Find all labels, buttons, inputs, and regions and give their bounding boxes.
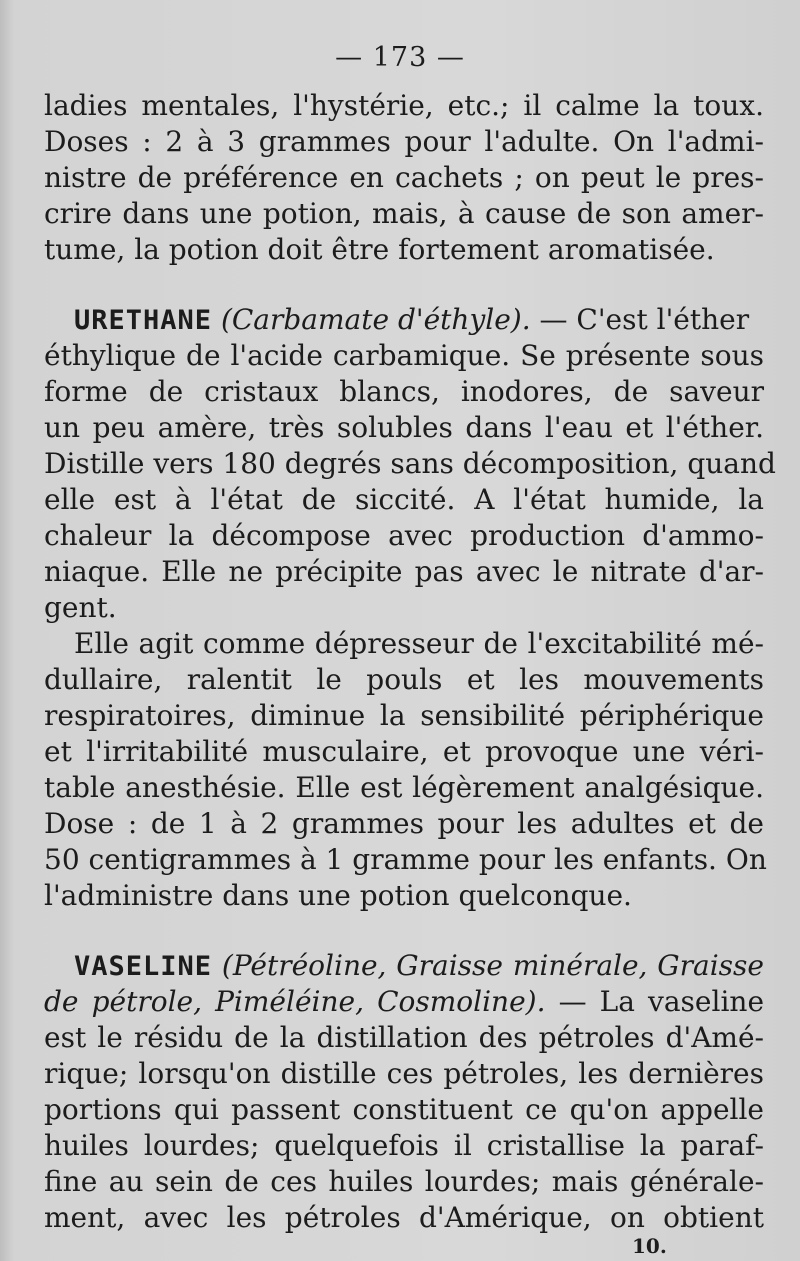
text-line: Elle agit comme dépresseur de l'excitabilité mé-: [74, 627, 764, 660]
entry-lead-text: — La vaseline: [545, 985, 765, 1018]
text-line: ladies mentales, l'hystérie, etc.; il calme la toux.: [44, 89, 764, 122]
text-line: huiles lourdes; quelquefois il cristallise la paraf-: [44, 1129, 764, 1162]
text-line: ment, avec les pétroles d'Amérique, on obtient: [44, 1201, 764, 1234]
entry-lead-text: — C'est l'éther: [530, 303, 750, 336]
text-line: fine au sein de ces huiles lourdes; mais générale-: [44, 1165, 764, 1198]
entry-heading-vaseline: [44, 948, 764, 984]
text-line: Doses : 2 à 3 grammes pour l'adulte. On l'admi-: [44, 125, 764, 158]
text-line: rique; lorsqu'on distille ces pétroles, les dernières: [44, 1057, 764, 1090]
text-line: nistre de préférence en cachets ; on peut le pres-: [44, 161, 764, 194]
entry-synonym: (Pétréoline, Graisse minérale, Graisse: [221, 949, 764, 982]
entry-term: VASELINE: [74, 951, 213, 982]
text-line: dullaire, ralentit le pouls et les mouvements: [44, 663, 764, 696]
text-line: et l'irritabilité musculaire, et provoque une véri-: [44, 735, 764, 768]
text-line: crire dans une potion, mais, à cause de son amer-: [44, 197, 764, 230]
text-line: forme de cristaux blancs, inodores, de saveur: [44, 375, 764, 408]
text-line: [44, 984, 764, 1020]
signature-mark: 10.: [632, 1234, 667, 1258]
text-line: l'administre dans une potion quelconque.: [44, 879, 632, 912]
text-line: chaleur la décompose avec production d'ammo-: [44, 519, 764, 552]
entry-synonym: de pétrole, Piméléine, Cosmoline).: [44, 985, 546, 1018]
text-line: niaque. Elle ne précipite pas avec le nitrate d'ar-: [44, 555, 764, 588]
text-line: portions qui passent constituent ce qu'on appelle: [44, 1093, 764, 1126]
text-line: Dose : de 1 à 2 grammes pour les adultes et de: [44, 807, 764, 840]
text-line: gent.: [44, 591, 117, 624]
text-line: un peu amère, très solubles dans l'eau et l'éther.: [44, 411, 764, 444]
text-line: 50 centigrammes à 1 gramme pour les enfants. On: [44, 843, 767, 876]
text-line: table anesthésie. Elle est légèrement analgésique.: [44, 771, 764, 804]
text-line: respiratoires, diminue la sensibilité périphérique: [44, 699, 764, 732]
text-line: tume, la potion doit être fortement aromatisée.: [44, 233, 715, 266]
page-body: [44, 88, 776, 1236]
page-number: — 173 —: [335, 42, 465, 73]
entry-heading-urethane: [44, 302, 764, 338]
entry-synonym: (Carbamate d'éthyle).: [220, 303, 531, 336]
text-line: elle est à l'état de siccité. A l'état humide, la: [44, 483, 764, 516]
text-line: éthylique de l'acide carbamique. Se présente sous: [44, 339, 764, 372]
text-line: est le résidu de la distillation des pétroles d'Amé-: [44, 1021, 764, 1054]
text-line: Distille vers 180 degrés sans décomposition, quand: [44, 447, 776, 480]
entry-term: URETHANE: [74, 305, 213, 336]
